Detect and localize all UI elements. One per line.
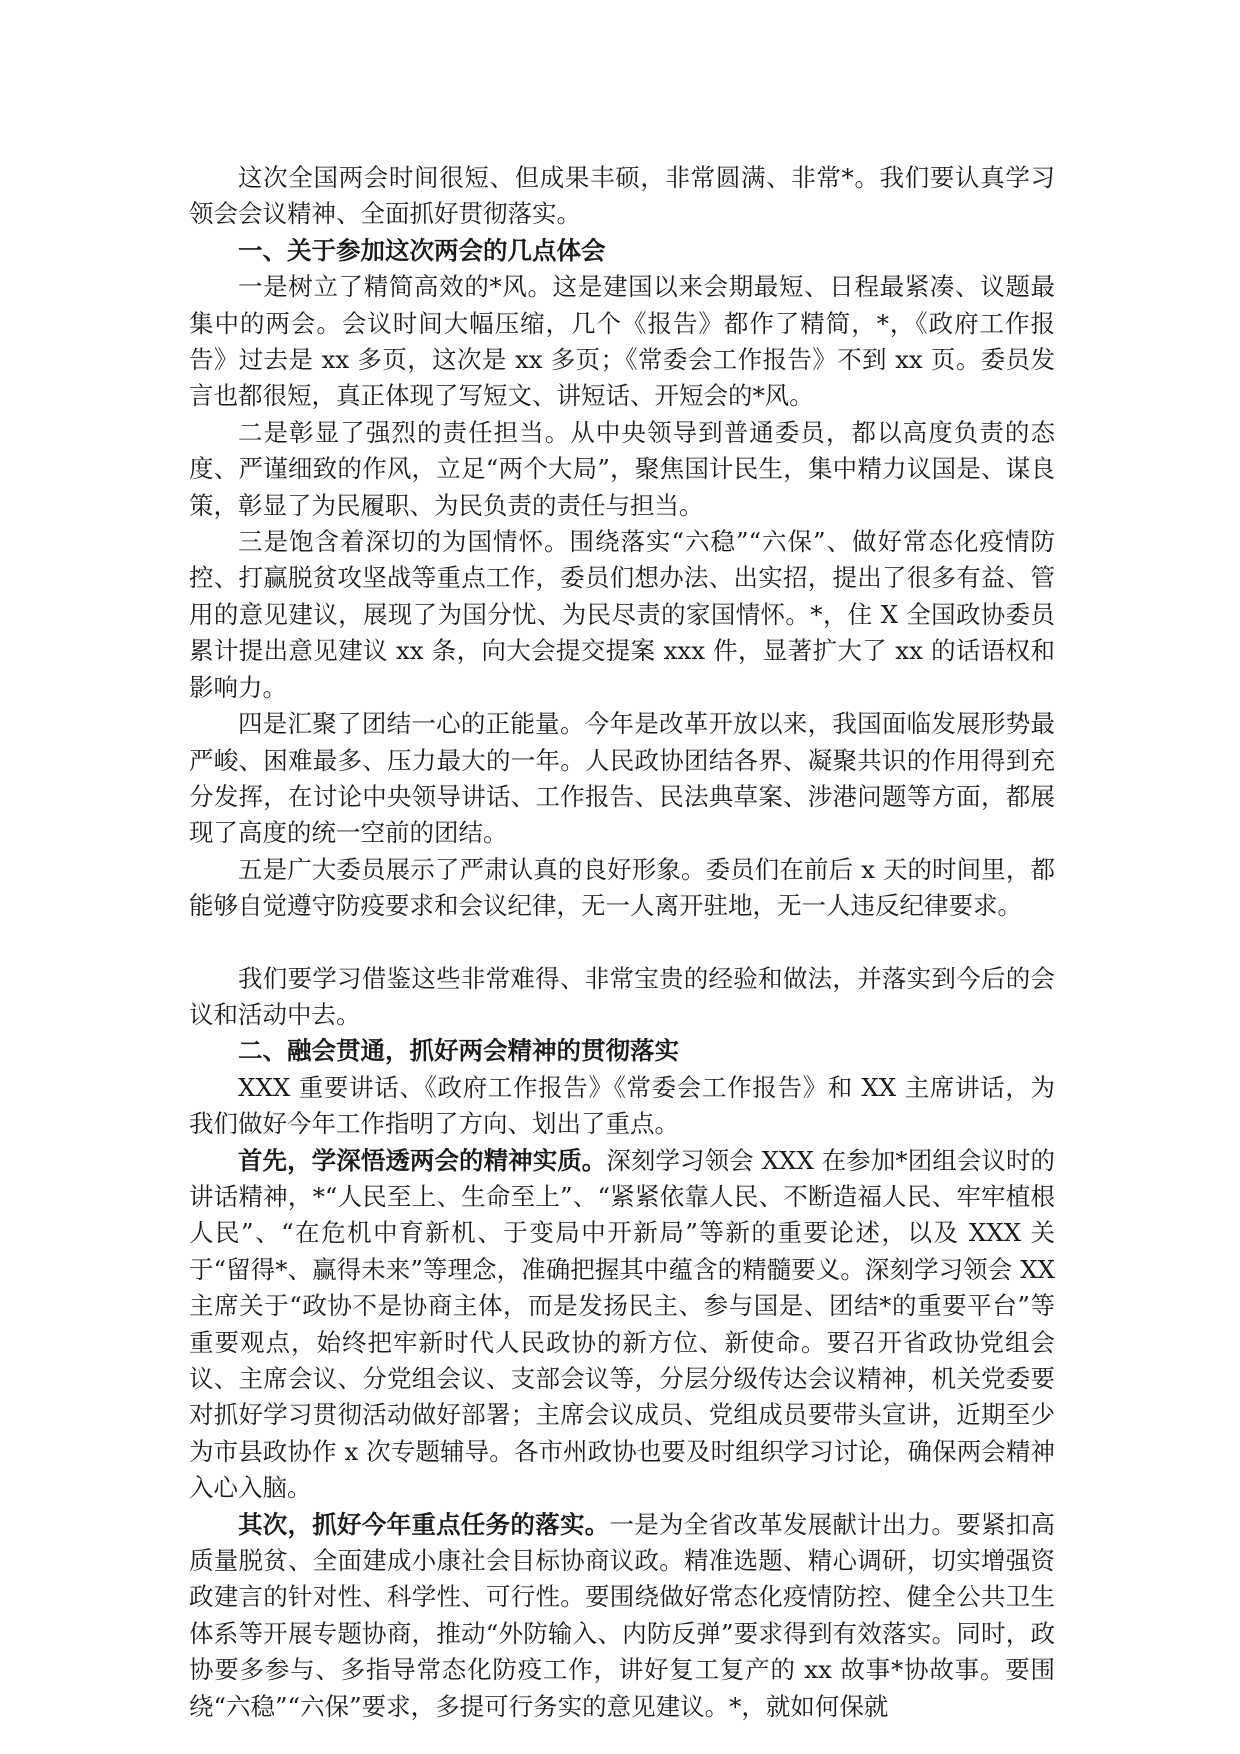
- section2-second-paragraph: [189, 1507, 1055, 1725]
- section1-paragraph-3: 三是饱含着深切的为国情怀。围绕落实“六稳”“六保”、做好常态化疫情防控、打赢脱贫攻坚战等重点工作，委员们想办法、出实招，提出了很多有益、管用的意见建议，展现了为国分忧、为民尽责的家国情怀。*，住 X 全国政协委员累计提出意见建议 xx 条，向大会提交提案 xxx 件，显著扩大了 xx 的话语权和影响力。: [189, 527, 1055, 702]
- section2-second-lead: 其次，抓好今年重点任务的落实。: [238, 1509, 610, 1539]
- section1-closing: 我们要学习借鉴这些非常难得、非常宝贵的经验和做法，并落实到今后的会议和活动中去。: [189, 963, 1055, 1029]
- section1-heading: 一、关于参加这次两会的几点体会: [238, 235, 606, 265]
- section2-first-lead: 首先，学深悟透两会的精神实质。: [238, 1145, 607, 1175]
- blank-line: [189, 925, 1055, 961]
- section1-paragraph-2: 二是彰显了强烈的责任担当。从中央领导到普通委员，都以高度负责的态度、严谨细致的作风，立足“两个大局”，聚焦国计民生，集中精力议国是、谋良策，彰显了为民履职、为民负责的责任与担当。: [189, 417, 1055, 520]
- section2-intro: XXX 重要讲话、《政府工作报告》《常委会工作报告》和 XX 主席讲话，为我们做好今年工作指明了方向、划出了重点。: [189, 1072, 1055, 1139]
- section1-paragraph-4: 四是汇聚了团结一心的正能量。今年是改革开放以来，我国面临发展形势最严峻、困难最多、压力最大的一年。人民政协团结各界、凝聚共识的作用得到充分发挥，在讨论中央领导讲话、工作报告、民法典草案、涉港问题等方面，都展现了高度的统一空前的团结。: [189, 709, 1055, 848]
- section2-second-body: 一是为全省改革发展献计出力。要紧扣高质量脱贫、全面建成小康社会目标协商议政。精准选题、精心调研，切实增强资政建言的针对性、科学性、可行性。要围绕做好常态化疫情防控、健全公共卫生体系等开展专题协商，推动“外防输入、内防反弹”要求得到有效落实。同时，政协要多参与、多指导常态化防疫工作，讲好复工复产的 xx 故事*协故事。要围绕“六稳”“六保”要求，多提可行务实的意见建议。*，就如何保就: [189, 1509, 1055, 1721]
- section2-heading: 二、融会贯通，抓好两会精神的贯彻落实: [238, 1036, 679, 1066]
- intro-paragraph: 这次全国两会时间很短、但成果丰硕，非常圆满、非常*。我们要认真学习领会会议精神、全面抓好贯彻落实。: [189, 163, 1055, 229]
- section1-paragraph-5: 五是广大委员展示了严肃认真的良好形象。委员们在前后 x 天的时间里，都能够自觉遵守防疫要求和会议纪律，无一人离开驻地，无一人违反纪律要求。: [189, 854, 1055, 921]
- section2-first-body: 深刻学习领会 XXX 在参加*团组会议时的讲话精神，*“人民至上、生命至上”、“紧紧依靠人民、不断造福人民、牢牢植根人民”、“在危机中育新机、于变局中开新局”等新的重要论述，以及 XXX 关于“留得*、赢得未来”等理念，准确把握其中蕴含的精髓要义。深刻学习领会 XX 主席关于“政协不是协商主体，而是发扬民主、参与国是、团结*的重要平台”等重要观点，始终把牢新时代人民政协的新方位、新使命。要召开省政协党组会议、主席会议、分党组会议、支部会议等，分层分级传达会议精神，机关党委要对抓好学习贯彻活动做好部署；主席会议成员、党组成员要带头宣讲，近期至少为市县政协作 x 次专题辅导。各市州政协也要及时组织学习讨论，确保两会精神入心入脑。: [189, 1145, 1056, 1503]
- document-body: [189, 160, 1055, 1725]
- section1-paragraph-1: 一是树立了精简高效的*风。这是建国以来会期最短、日程最紧凑、议题最集中的两会。会议时间大幅压缩，几个《报告》都作了精简，*，《政府工作报告》过去是 xx 多页，这次是 xx 多页；《常委会工作报告》不到 xx 页。委员发言也都很短，真正体现了写短文、讲短话、开短会的*风。: [189, 272, 1055, 411]
- section2-first-paragraph: [189, 1143, 1055, 1507]
